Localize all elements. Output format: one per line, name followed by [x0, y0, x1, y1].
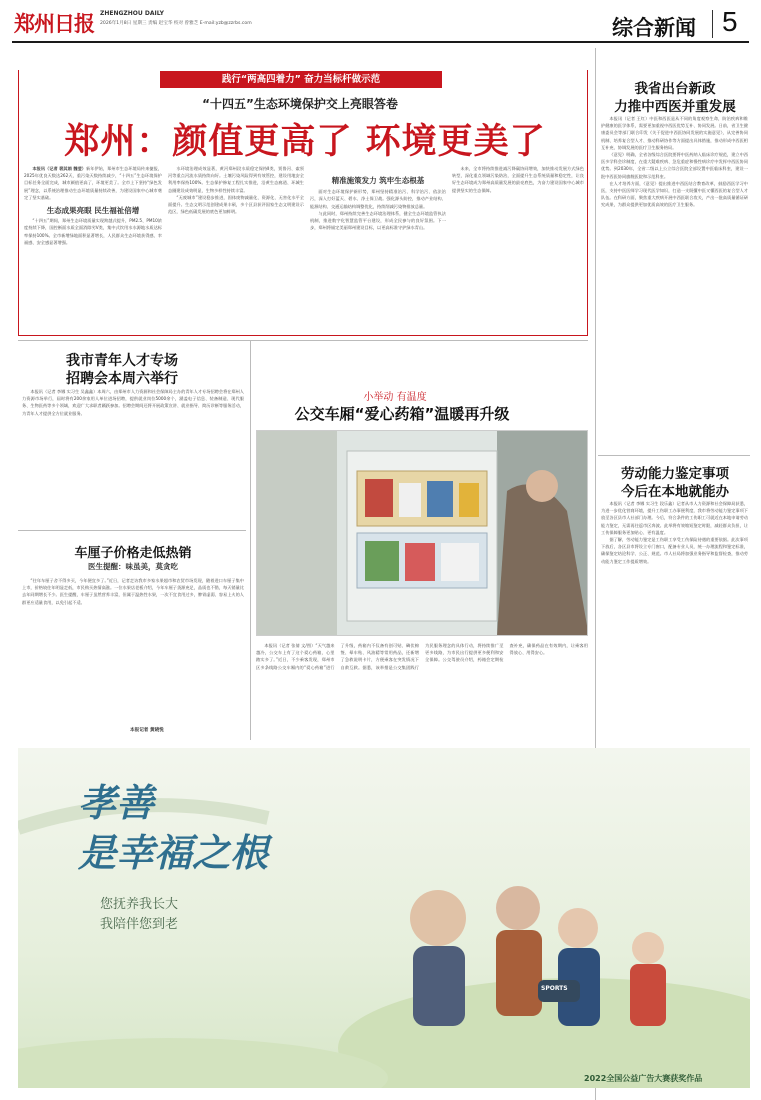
masthead-pinyin: ZHENGZHOU DAILY [100, 10, 164, 17]
lead-col4-text: 未来，全市将持续推进减污降碳协同增效，加快推动发展方式绿色转型，深化重点领域污染防治，全面提升生态系统质量和稳定性，让良好生态环境成为郑州高质量发展的最亮底色，为奋力建设国家中心城市提供坚实的生态保障。 [452, 166, 584, 193]
medicine-title: 公交车厢“爱心药箱”温暖再升级 [294, 405, 510, 423]
car-body: “往年车厘子舍不得多买，今年便宜多了。”近日，记者走访我市多家水果超市和农贸市场发现，随着进口车厘子集中上市，价格较往年明显走低，市民购买热情高涨。一位水果店老板介绍，今年车厘子货源充足，品质也不错，每天销量比去年同期增长不少。医生提醒，车厘子虽然营养丰富，但属于温热性水果，一次不宜食用过多，脾胃虚弱、容易上火的人群更应适量食用，以免引起不适。 [22, 578, 244, 605]
ad-line-2: 我陪伴您到老 [100, 917, 179, 932]
tcm-body [601, 115, 748, 452]
labor-body-1: 本报讯（记者 李娜 实习生 段乐鑫）记者从市人力资源和社会保障局获悉，为进一步优化营商环境，提升工伤职工办事便利度，我市将劳动能力鉴定事项下放至各区县市人社部门办理。今后，符合条件的工伤职工可就近在本地申请劳动能力鉴定，无需再往返市区奔波。此举将有效缩短鉴定时限，减轻群众负担，让工伤保障服务更加贴心、更有温度。 [601, 501, 748, 535]
mid-divider [250, 340, 251, 740]
masthead-logo: 郑州日报 [14, 11, 94, 36]
ad-badge: SPORTS [541, 985, 568, 992]
lead-col1b-text: “十四五”期间，郑州生态环境质量实现跨越式提升，PM2.5、PM10浓度持续下降，国控断面水质全面消除劣V类，集中式饮用水水源地水质达标率保持100%。全市新增绿地面积显著增长，人民群众生态环境获得感、幸福感、安全感显著增强。 [24, 218, 162, 245]
ad-title-1: 孝善 [78, 780, 155, 825]
masthead-divider [712, 10, 713, 38]
talent-body: 本报讯（记者 李娜 实习生 吴鑫鑫）本周六，由郑州市人力资源和社会保障局主办的青年人才专场招聘会将在郑州人力资源市场举行，届时将有200余家用人单位进场招聘，提供就业岗位5000余个，涵盖电子信息、装备制造、现代服务、生物医药等多个领域，欢迎广大求职者踊跃参加。招聘会期间还将开展政策宣讲、就业指导、简历诊断等服务活动，为青年人才提供全方位就业服务。 [22, 389, 244, 416]
ad-footer: 2022全国公益广告大赛获奖作品 [584, 1074, 703, 1083]
car-byline: 本报记者 黄晓悦 [130, 728, 164, 733]
lead-title: 郑州：颜值更高了 环境更美了 [64, 122, 546, 162]
car-rule [18, 530, 246, 531]
car-subtitle: 医生提醒：味虽美，莫贪吃 [88, 562, 178, 571]
lead-sub2: 精准施策发力 筑牢生态根基 [331, 176, 425, 185]
labor-title-2: 今后在本地就能办 [621, 484, 729, 500]
ad-banner [18, 748, 750, 1088]
lead-col1 [24, 165, 162, 335]
page-number: 5 [722, 6, 738, 37]
tcm-title-1: 我省出台新政 [634, 81, 716, 97]
ad-title-2: 是幸福之根 [78, 830, 269, 875]
labor-body-2: 据了解，劳动能力鉴定是工伤职工享受工伤保险待遇的重要依据。此次事项下放后，各区县市将设立专门窗口，配备专业人员，统一办理流程和鉴定标准，确保鉴定结论科学、公正、规范。市人社局将加强业务指导和监督检查，推动劳动能力鉴定工作提质增效。 [601, 537, 748, 564]
car-title: 车厘子价格走低热销 [74, 546, 192, 561]
talent-title-1: 我市青年人才专场 [66, 353, 178, 369]
lead-col2 [168, 165, 304, 335]
masthead-info: 2026年1月8日 星期三 责编 赵宝华 校对 曾雅芝 E-mail:yzb@zzrbs.com [100, 21, 252, 26]
section-name: 综合新闻 [612, 16, 696, 40]
lead-col1-text: 新年伊始，郑州市生态环境局传来捷报，2025年优良天数达262天，重污染天数持续减少，“十四五”生态环境保护目标任务全面完成，城市颜值更高了，环境更美了。全市上下坚持“绿色发展”理念，以系统治理推动生态环境质量持续改善，为建设国家中心城市奠定了坚实基础。 [24, 166, 162, 200]
lead-subtitle: “十四五”生态环境保护交上亮眼答卷 [202, 97, 398, 111]
medicine-body: 本报讯（记者 张倩 文/图）“天气越来越冷，公交车上有了这个爱心药箱，心里踏实多了。”近日，不少乘客发现，郑州市区多条线路公交车厢内的“爱心药箱”进行了升级，药箱内不仅备有创可贴、碘伏棉签、晕车贴、风油精等常用药品，还新增了急救说明卡片，方便乘客在突发情况下自救互救。据悉，该举措是公交集团践行为民服务理念的具体行动，将持续推广至更多线路，为市民出行提供更多便利和安全保障。公交驾驶员介绍，药箱会定期检查补充，确保药品在有效期内，让乘客用得放心、用得安心。 [256, 643, 588, 670]
tcm-body-3: 在人才培养方面，《意见》提出推进中西医结合教育改革，鼓励西医学习中医，支持中医医师学习现代医学知识，打造一支既懂中医又懂西医的复合型人才队伍。在科研方面，聚焦重大疾病开展中西医联合攻关，产出一批高质量循证研究成果，为群众提供更加优质高效的医疗卫生服务。 [601, 180, 748, 208]
labor-title-1: 劳动能力鉴定事项 [621, 466, 729, 482]
lead-col3 [310, 165, 446, 335]
lead-col2b-text: “无废城市”建设稳步推进，固体废物减量化、资源化、无害化水平全面提升。生态文明示范创建成果丰硕，多个区县获评国家生态文明建设示范区，绿色低碳发展的底色更加鲜明。 [168, 194, 304, 215]
labor-rule [598, 455, 750, 456]
lead-kicker: 践行“两高四着力” 奋力当标杆做示范 [160, 71, 442, 88]
lead-byline: 本报讯（记者 裴其娟 魏莹） [32, 166, 87, 171]
masthead-rule [12, 41, 749, 43]
ad-line-1: 您抚养我长大 [100, 897, 179, 912]
lead-col3-text: 面对生态环境保护新形势，郑州坚持精准治污、科学治污、依法治污，深入打好蓝天、碧水、净土保卫战。强化源头防控，推动产业结构、能源结构、交通运输结构调整优化，持续削减污染物排放总量。 [310, 189, 446, 209]
lead-col3b-text: 与此同时，郑州持续完善生态环境治理体系，健全生态环境监管执法机制，推进数字化智慧监管平台建设，形成全民参与的良好氛围。下一步，郑州将锚定美丽郑州建设目标，以更高标准守护绿水青山。 [310, 210, 446, 231]
medicine-photo [256, 430, 588, 636]
lead-col2-text: 水环境治理成效显著，黄河郑州段水质稳定保持Ⅱ类，贾鲁河、索须河等重点河流水质持续向好。土壤污染风险得到有效管控，建设用地安全利用率保持100%。生态保护修复工程扎实推进，沿黄生态廊道、环城生态圈建设成效明显，生物多样性持续丰富。 [168, 166, 304, 193]
tcm-body-2: 《意见》明确，全省各级综合医院要将中医药纳入临床诊疗规范，建立中西医多学科会诊制度，在重大疑难疾病、急危重症和慢性病诊疗中发挥中西医协同优势。到2030年，全省二级以上公立综合医院全部设置中医临床科室，建设一批中西医协同旗舰医院和示范科室。 [601, 152, 748, 179]
medicine-kicker: 小举动 有温度 [363, 392, 427, 403]
tcm-body-1: 本报讯（记者 王红）中医和西医是从不同的角度观察生命，防治疾病和维护健康的医学体系，需要更加重视中西医优势互补、协同发展。日前，省卫生健康委员会等部门联合印发《关于促进中西医协同发展的实施意见》，从完善协同机制、培养复合型人才、推动科研协作等方面提出具体措施，推动形成中西医相互补充、协调发展的医疗卫生服务格局。 [601, 116, 748, 150]
medicine-photo-art [257, 431, 588, 636]
masthead [12, 6, 749, 46]
talent-title-2: 招聘会本周六举行 [66, 371, 178, 387]
lead-col4 [452, 165, 584, 335]
tcm-title-2: 力推中西医并重发展 [614, 99, 736, 115]
lead-sub1: 生态成果亮眼 民生福祉倍增 [46, 206, 140, 216]
labor-body [601, 500, 748, 740]
talent-rule [18, 340, 588, 341]
